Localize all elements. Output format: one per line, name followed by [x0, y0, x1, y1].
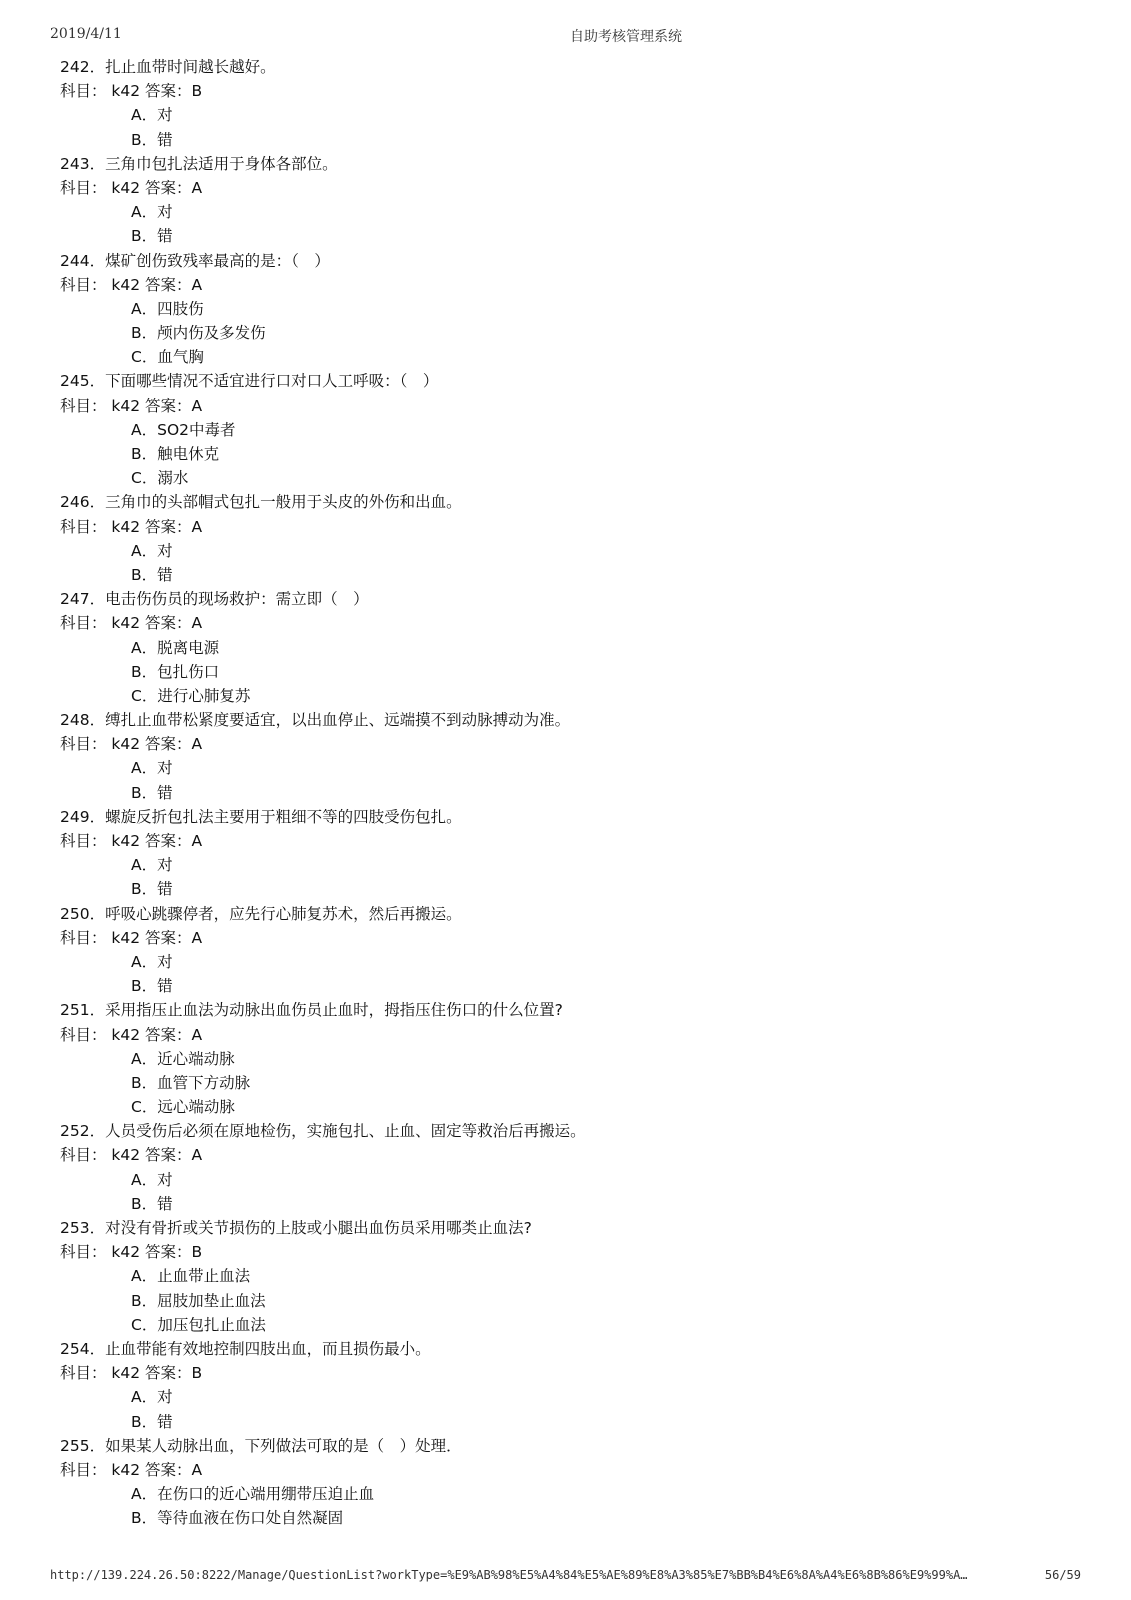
- question-meta: 科目： k42 答案：B: [60, 82, 203, 101]
- answer-option: C．进行心肺复苏: [131, 686, 251, 705]
- question-meta: 科目： k42 答案：A: [60, 614, 203, 633]
- page-url: http://139.224.26.50:8222/Manage/QuestionList?workType=%E9%AB%98%E5%A4%84%E5%AE%89%E8%A3%85%E7%BB%B4%E6%8A%A4%E6%8B%86%E9%99%A…: [50, 1568, 968, 1582]
- answer-option: C．加压包扎止血法: [131, 1315, 266, 1334]
- question-item: [60, 587, 1080, 708]
- question-item: [60, 369, 1080, 490]
- answer-option: A．SO2中毒者: [131, 420, 236, 439]
- question-text: 252．人员受伤后必须在原地检伤，实施包扎、止血、固定等救治后再搬运。: [60, 1122, 586, 1141]
- question-item: [60, 805, 1080, 902]
- page-title: 自助考核管理系统: [570, 29, 682, 45]
- answer-option: B．错: [131, 880, 173, 899]
- answer-option: C．远心端动脉: [131, 1098, 235, 1117]
- question-meta: 科目： k42 答案：A: [60, 1460, 203, 1479]
- answer-option: A．对: [131, 1170, 173, 1189]
- answer-option: A．近心端动脉: [131, 1049, 235, 1068]
- question-item: [60, 1119, 1080, 1216]
- question-text: 245．下面哪些情况不适宜进行口对口人工呼吸：（ ）: [60, 372, 439, 391]
- question-item: [60, 490, 1080, 587]
- answer-option: B．错: [131, 565, 173, 584]
- answer-option: B．错: [131, 130, 173, 149]
- answer-option: A．对: [131, 856, 173, 875]
- question-meta: 科目： k42 答案：A: [60, 832, 203, 850]
- answer-option: B．血管下方动脉: [131, 1073, 251, 1092]
- answer-option: A．对: [131, 203, 173, 222]
- answer-option: C．溺水: [131, 469, 189, 488]
- answer-option: C．血气胸: [131, 348, 204, 367]
- question-item: [60, 55, 1080, 152]
- question-meta: 科目： k42 答案：A: [60, 1146, 203, 1165]
- answer-option: A．对: [131, 759, 173, 778]
- answer-option: A．对: [131, 1388, 173, 1407]
- question-meta: 科目： k42 答案：A: [60, 1025, 203, 1044]
- question-meta: 科目： k42 答案：A: [60, 275, 203, 294]
- question-text: 248．缚扎止血带松紧度要适宜，以出血停止、远端摸不到动脉搏动为准。: [60, 711, 571, 730]
- question-text: 247．电击伤伤员的现场救护：需立即（ ）: [60, 590, 369, 609]
- question-item: [60, 152, 1080, 249]
- question-text: 244．煤矿创伤致残率最高的是：（ ）: [60, 251, 330, 270]
- question-item: [60, 708, 1080, 805]
- answer-option: A．在伤口的近心端用绷带压迫止血: [131, 1485, 375, 1504]
- answer-option: B．错: [131, 977, 173, 996]
- answer-option: B．错: [131, 783, 173, 802]
- question-item: [60, 1434, 1080, 1531]
- question-list: [60, 55, 1080, 1530]
- print-date: 2019/4/11: [50, 26, 122, 42]
- question-item: [60, 249, 1080, 370]
- question-text: 253．对没有骨折或关节损伤的上肢或小腿出血伤员采用哪类止血法?: [60, 1219, 532, 1237]
- answer-option: B．等待血液在伤口处自然凝固: [131, 1509, 344, 1528]
- question-item: [60, 1337, 1080, 1434]
- question-item: [60, 902, 1080, 999]
- answer-option: B．错: [131, 227, 173, 246]
- question-text: 254．止血带能有效地控制四肢出血，而且损伤最小。: [60, 1339, 431, 1358]
- answer-option: A．对: [131, 106, 173, 125]
- question-item: [60, 1216, 1080, 1337]
- answer-option: B．触电休克: [131, 445, 220, 463]
- print-footer: [50, 1568, 1081, 1588]
- print-header: [50, 26, 1081, 46]
- answer-option: A．脱离电源: [131, 638, 220, 657]
- answer-option: B．颅内伤及多发伤: [131, 324, 266, 343]
- question-text: 255．如果某人动脉出血，下列做法可取的是（ ）处理．: [60, 1436, 462, 1455]
- question-text: 246．三角巾的头部帽式包扎一般用于头皮的外伤和出血。: [60, 493, 462, 512]
- question-meta: 科目： k42 答案：B: [60, 1364, 203, 1383]
- answer-option: A．对: [131, 952, 173, 971]
- question-meta: 科目： k42 答案：A: [60, 735, 203, 754]
- answer-option: B．错: [131, 1194, 173, 1213]
- answer-option: B．屈肢加垫止血法: [131, 1291, 266, 1310]
- answer-option: B．包扎伤口: [131, 662, 220, 681]
- question-item: [60, 998, 1080, 1119]
- question-text: 251．采用指压止血法为动脉出血伤员止血时，拇指压住伤口的什么位置?: [60, 1001, 563, 1020]
- page-number: 56/59: [1044, 1568, 1081, 1582]
- question-meta: 科目： k42 答案：A: [60, 928, 203, 947]
- answer-option: A．对: [131, 541, 173, 560]
- answer-option: A．止血带止血法: [131, 1267, 251, 1286]
- question-meta: 科目： k42 答案：B: [60, 1243, 203, 1262]
- question-text: 243．三角巾包扎法适用于身体各部位。: [60, 154, 338, 173]
- question-text: 249．螺旋反折包扎法主要用于粗细不等的四肢受伤包扎。: [60, 807, 462, 826]
- question-meta: 科目： k42 答案：A: [60, 396, 203, 415]
- question-meta: 科目： k42 答案：A: [60, 178, 203, 197]
- answer-option: B．错: [131, 1412, 173, 1431]
- answer-option: A．四肢伤: [131, 299, 204, 318]
- question-text: 242．扎止血带时间越长越好。: [60, 58, 276, 76]
- question-meta: 科目： k42 答案：A: [60, 517, 203, 536]
- question-text: 250．呼吸心跳骤停者，应先行心肺复苏术，然后再搬运。: [60, 904, 462, 923]
